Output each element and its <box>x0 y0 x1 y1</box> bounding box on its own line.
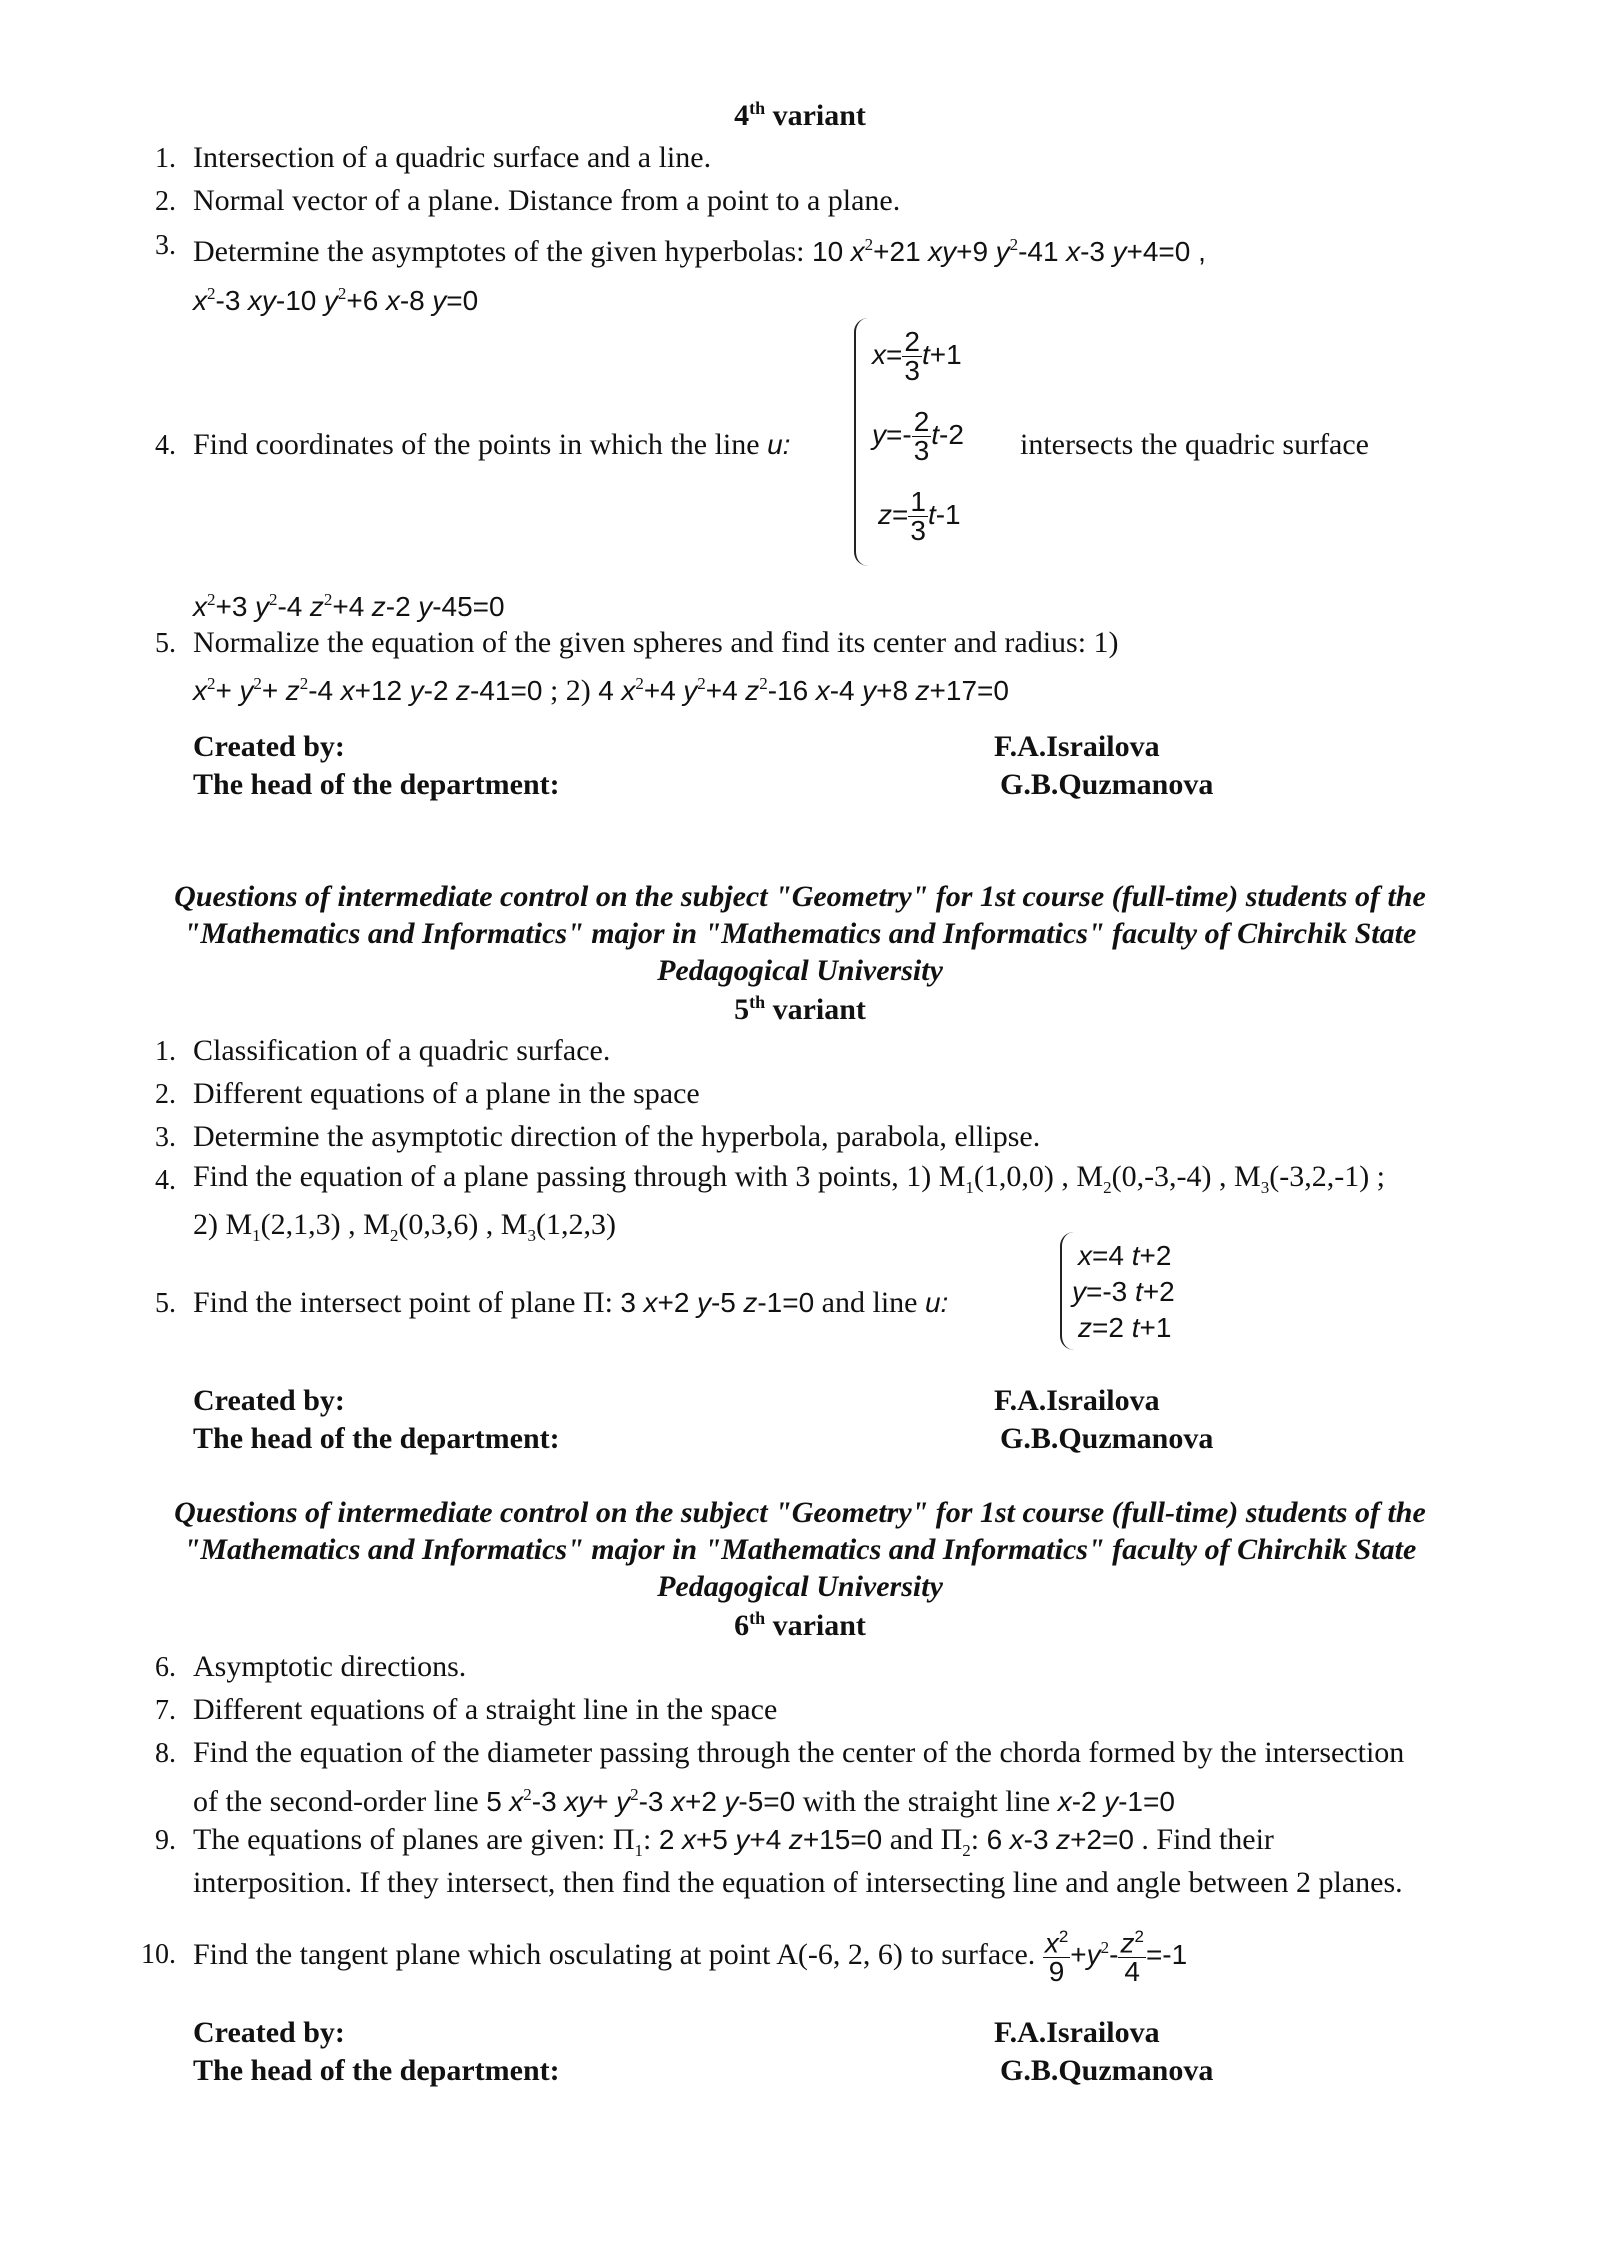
variant-5-title: 5th variant <box>734 992 866 1026</box>
question-number: 2. <box>155 1079 176 1110</box>
v6-question-8: Find the equation of the diameter passing through the center of the chorda formed by the intersection <box>193 1736 1405 1769</box>
head-of-department-name: G.B.Quzmanova <box>1000 1422 1214 1455</box>
question-number: 1. <box>155 1036 176 1067</box>
line-equation-x: x=4 t+2 <box>1078 1240 1172 1271</box>
v5-question-4: Find the equation of a plane passing through with 3 points, 1) $M_1(1,0,0)$ , $M_2(0,-3,-4)$ , $M_3(-3,2,-1)$ ; 2) $M_1(2,1,3)$ , $M_2(0,3,6)$ , $M_3(1,2,3)$ <box>193 1160 1386 1245</box>
question-number: 8. <box>155 1738 176 1769</box>
v4-quadric-surface-equation: $x^2+3$ $y^2-4$ $z^2+4$ z-2 y-45=0 <box>193 590 505 622</box>
created-by-name: F.A.Israilova <box>994 1384 1160 1417</box>
question-number: 3. <box>155 230 176 261</box>
v5-question-2: Different equations of a plane in the space <box>193 1077 700 1110</box>
system-brace <box>854 318 870 566</box>
v5-question-1: Classification of a quadric surface. <box>193 1034 611 1067</box>
question-number: 9. <box>155 1825 176 1856</box>
v6-question-9: The equations of planes are given: $\Pi_1$: 2 x+5 y+4 z+15=0 and $\Pi_2$: 6 x-3 z+2=0 . Find their <box>193 1823 1274 1860</box>
question-number: 4. <box>155 430 176 461</box>
v6-question-7: Different equations of a straight line in the space <box>193 1693 778 1726</box>
v6-question-8-line-2: of the second-order line 5 $x^2-3$ $xy+ y^2-3$ x+2 y-5=0 with the straight line x-2 y-1=0 <box>193 1785 1175 1818</box>
variant-4-title: 4th variant <box>734 98 866 132</box>
v4-question-1: Intersection of a quadric surface and a line. <box>193 141 712 174</box>
created-by-label: Created by: <box>193 730 345 763</box>
v4-question-4: Find coordinates of the points in which the line u: <box>193 428 791 461</box>
v6-question-6: Asymptotic directions. <box>193 1650 467 1683</box>
question-number: 5. <box>155 628 176 659</box>
head-of-department-label: The head of the department: <box>193 768 560 801</box>
line-equation-y: y=-3 t+2 <box>1072 1276 1175 1307</box>
created-by-label: Created by: <box>193 2016 345 2049</box>
created-by-label: Created by: <box>193 1384 345 1417</box>
v4-question-4-continuation: intersects the quadric surface <box>1020 428 1369 461</box>
line-equation-z: z= $\frac{1}{3}$ t-1 <box>878 486 961 546</box>
intermediate-control-heading: Questions of intermediate control on the subject "Geometry" for 1st course (full-time) students of the "Mathematics and Informatics" major in "Mathematics and Informatics" faculty of Chirchik State Pedagogical University <box>174 880 1426 987</box>
v4-question-3: Determine the asymptotes of the given hyperbolas: 10 $x^2+21$ xy+9 $y^2-41$ x-3 y+4=0 , <box>193 235 1206 268</box>
line-equation-z: z=2 t+1 <box>1078 1312 1172 1343</box>
question-number: 4. <box>155 1165 176 1196</box>
v4-question-5: Normalize the equation of the given spheres and find its center and radius: 1) <box>193 626 1119 659</box>
intermediate-control-heading: Questions of intermediate control on the subject "Geometry" for 1st course (full-time) students of the "Mathematics and Informatics" major in "Mathematics and Informatics" faculty of Chirchik State Pedagogical University <box>174 1496 1426 1603</box>
question-number: 6. <box>155 1652 176 1683</box>
v4-question-2: Normal vector of a plane. Distance from a point to a plane. <box>193 184 901 217</box>
question-number: 7. <box>155 1695 176 1726</box>
question-number: 3. <box>155 1122 176 1153</box>
question-number: 10. <box>141 1939 176 1970</box>
head-of-department-name: G.B.Quzmanova <box>1000 2054 1214 2087</box>
head-of-department-name: G.B.Quzmanova <box>1000 768 1214 801</box>
v4-question-5-spheres: $x^2+ y^2+ z^2-4$ x+12 y-2 z-41=0 ; 2) 4 $x^2+4$ $y^2+4$ $z^2-16$ x-4 y+8 z+17=0 <box>193 674 1009 707</box>
variant-6-title: 6th variant <box>734 1608 866 1642</box>
line-equation-x: x= $\frac{2}{3}$ t+1 <box>872 326 962 386</box>
v5-question-3: Determine the asymptotic direction of the hyperbola, parabola, ellipse. <box>193 1120 1041 1153</box>
question-number: 1. <box>155 143 176 174</box>
v6-question-9-line-2: interposition. If they intersect, then find the equation of intersecting line and angle between 2 planes. <box>193 1866 1403 1899</box>
v5-question-5: Find the intersect point of plane Π: 3 x+2 y-5 z-1=0 and line u: <box>193 1286 949 1319</box>
head-of-department-label: The head of the department: <box>193 2054 560 2087</box>
created-by-name: F.A.Israilova <box>994 730 1160 763</box>
created-by-name: F.A.Israilova <box>994 2016 1160 2049</box>
v6-question-10: Find the tangent plane which osculating at point A(-6, 2, 6) to surface. $\frac{x^2}{9}$ $+y^2-$ $\frac{z^2}{4}$ =-1 <box>193 1926 1188 1988</box>
head-of-department-label: The head of the department: <box>193 1422 560 1455</box>
v4-question-3-second-hyperbola: $x^2-3$ xy-10 $y^2+6$ x-8 y=0 <box>193 284 479 316</box>
question-number: 2. <box>155 186 176 217</box>
line-equation-y: y=- $\frac{2}{3}$ t-2 <box>872 406 964 466</box>
question-number: 5. <box>155 1288 176 1319</box>
